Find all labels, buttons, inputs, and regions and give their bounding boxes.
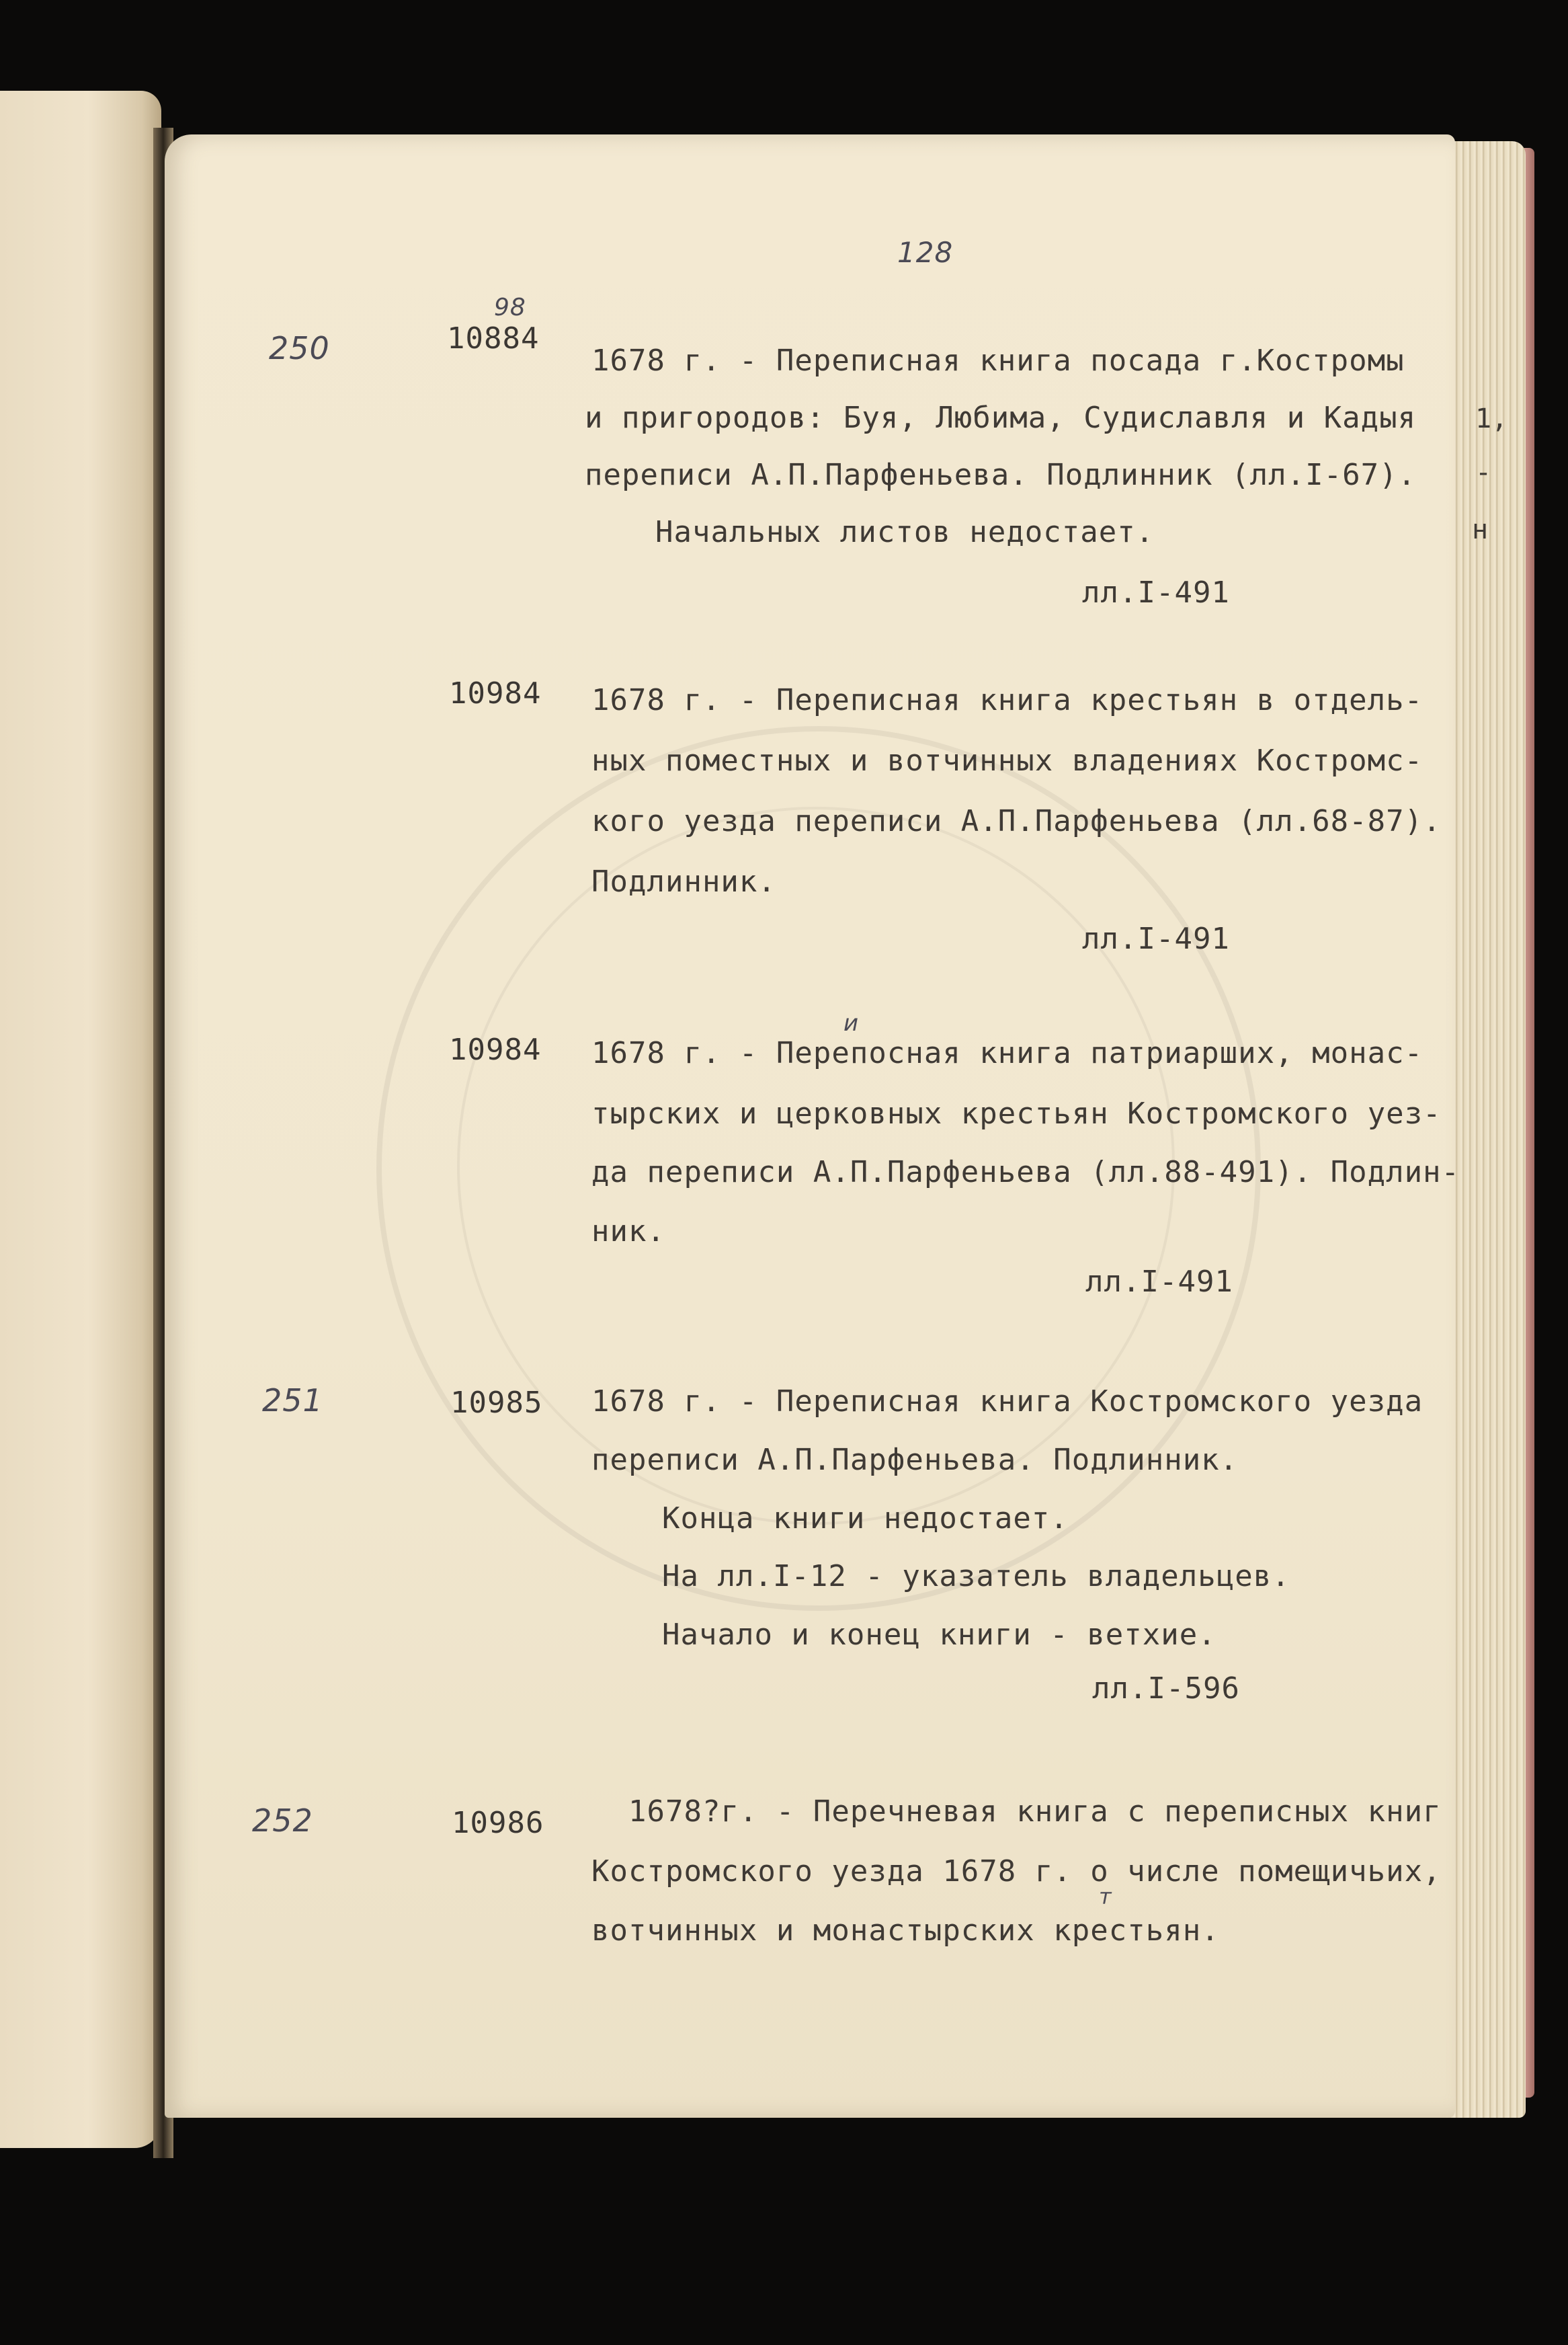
entry-line: да переписи А.П.Парфеньева (лл.88-491). Подлин- — [591, 1155, 1460, 1189]
left-page — [0, 91, 161, 2148]
edge-mark: - — [1475, 457, 1492, 488]
entry-folios: лл.I-491 — [1082, 575, 1230, 610]
entry-code: 10984 — [449, 676, 542, 711]
entry-code: 10884 — [447, 321, 540, 356]
edge-mark: н — [1472, 514, 1489, 545]
entry-line: Начало и конец книги - ветхие. — [662, 1618, 1216, 1652]
edge-mark: 1, — [1475, 403, 1508, 434]
entry-folios: лл.I-491 — [1082, 922, 1230, 956]
entry-line: Конца книги недостает. — [662, 1501, 1069, 1536]
entry-folios: лл.I-596 — [1092, 1671, 1240, 1706]
entry-line: вотчинных и монастырских крестьян. — [591, 1913, 1220, 1948]
entry-folios: лл.I-491 — [1085, 1265, 1233, 1299]
entry-code: 10985 — [450, 1386, 543, 1420]
entry-line: 1678 г. - Перепосная книга патриарших, монас- — [591, 1036, 1423, 1070]
entry-line: 1678 г. - Переписная книга крестьян в отдель- — [591, 683, 1423, 717]
entry-code: 10984 — [449, 1033, 542, 1067]
entry-line: На лл.I-12 - указатель владельцев. — [662, 1559, 1290, 1593]
entry-line: переписи А.П.Парфеньева. Подлинник (лл.I-67). — [585, 458, 1417, 492]
text-correction: и — [843, 1010, 860, 1037]
margin-number: 250 — [269, 330, 330, 366]
entry-line: 1678 г. - Переписная книга Костромского уезда — [591, 1384, 1423, 1419]
entry-line: 1678 г. - Переписная книга посада г.Костромы — [591, 344, 1405, 378]
entry-line: кого уезда переписи А.П.Парфеньева (лл.68-87). — [591, 804, 1442, 838]
entry-line: 1678?г. - Перечневая книга с переписных книг — [628, 1794, 1442, 1829]
margin-number: 252 — [252, 1802, 313, 1839]
entry-line: переписи А.П.Парфеньева. Подлинник. — [591, 1443, 1239, 1477]
code-correction: 98 — [494, 294, 526, 321]
text-correction: т — [1099, 1884, 1112, 1909]
entry-line: ник. — [591, 1214, 665, 1248]
entry-line: Костромского уезда 1678 г. о числе помещичьих, — [591, 1854, 1442, 1889]
entry-line: Начальных листов недостает. — [655, 515, 1155, 549]
page-number: 128 — [897, 236, 954, 269]
entry-line: тырских и церковных крестьян Костромского уез- — [591, 1097, 1442, 1131]
margin-number: 251 — [262, 1382, 323, 1419]
entry-code: 10986 — [452, 1806, 544, 1840]
entry-line: Подлинник. — [591, 865, 776, 899]
entry-line: ных поместных и вотчинных владениях Костромс- — [591, 744, 1423, 778]
entry-line: и пригородов: Буя, Любима, Судиславля и Кадыя — [585, 401, 1417, 435]
